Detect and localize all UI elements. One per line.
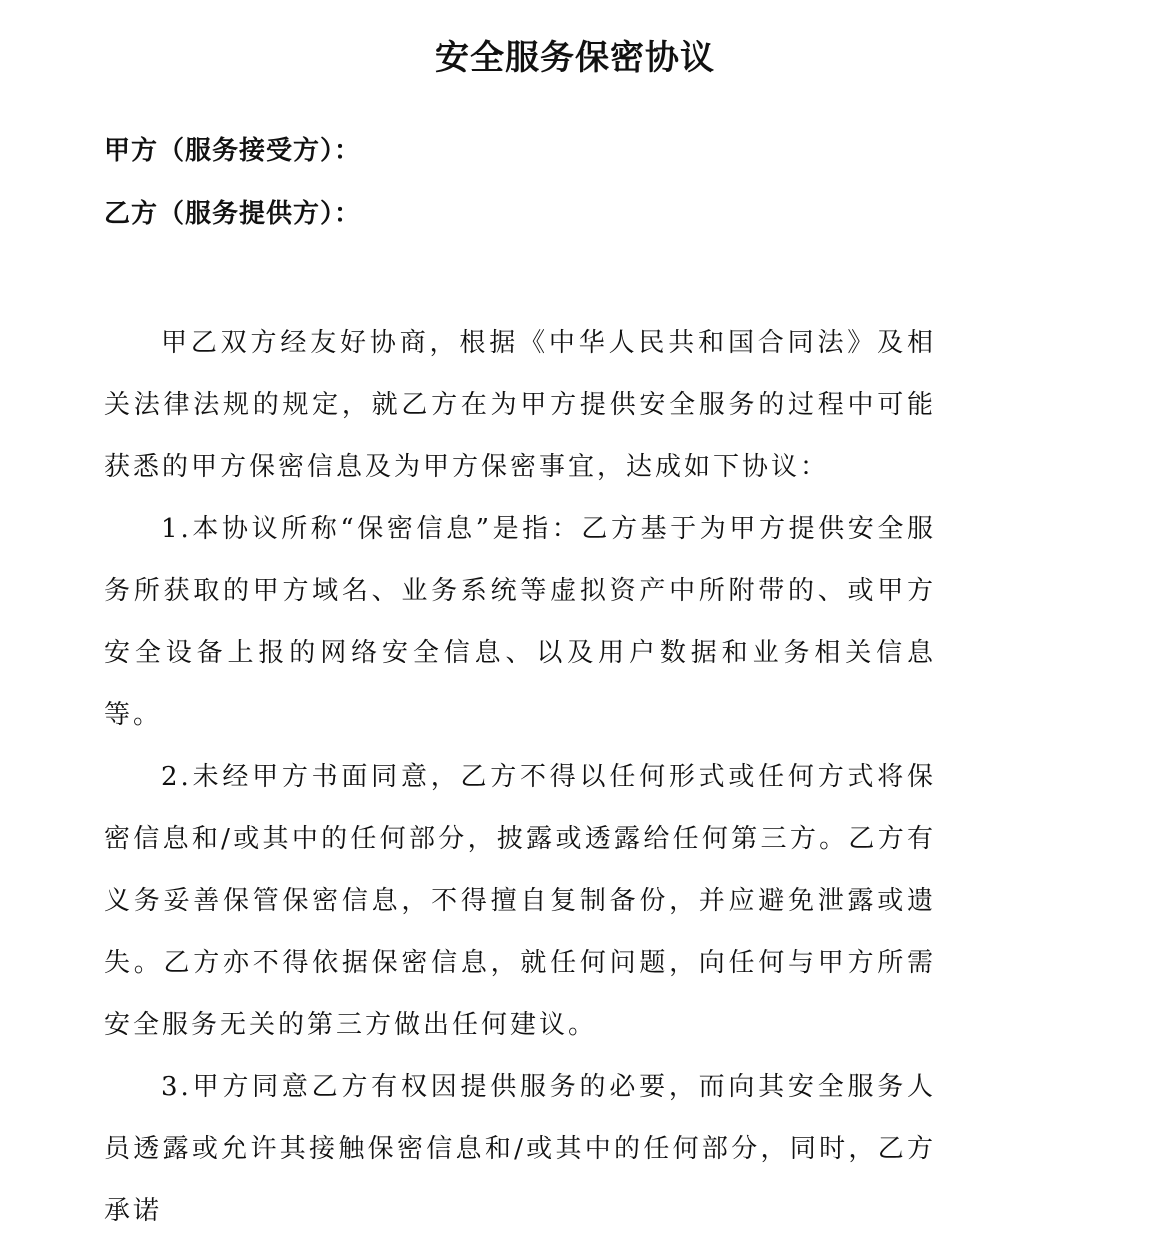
preamble-paragraph: 甲乙双方经友好协商，根据《中华人民共和国合同法》及相关法律法规的规定，就乙方在为甲方提供安全服务的过程中可能获悉的甲方保密信息及为甲方保密事宜，达成如下协议： [104, 328, 936, 482]
document-title: 安全服务保密协议 [435, 38, 715, 78]
clause-3-paragraph: 3.甲方同意乙方有权因提供服务的必要，而向其安全服务人员透露或允许其接触保密信息和/或其中的任何部分，同时，乙方承诺 [104, 1072, 936, 1226]
party-a-label: 甲方（服务接受方）： [104, 136, 362, 166]
agreement-body [104, 312, 936, 1242]
party-b-label: 乙方（服务提供方）： [104, 199, 362, 229]
clause-1-paragraph: 1.本协议所称“保密信息”是指：乙方基于为甲方提供安全服务所获取的甲方域名、业务系统等虚拟资产中所附带的、或甲方安全设备上报的网络安全信息、以及用户数据和业务相关信息等。 [104, 514, 936, 730]
clause-2-paragraph: 2.未经甲方书面同意，乙方不得以任何形式或任何方式将保密信息和/或其中的任何部分，披露或透露给任何第三方。乙方有义务妥善保管保密信息，不得擅自复制备份，并应避免泄露或遗失。乙方亦不得依据保密信息，就任何问题，向任何与甲方所需安全服务无关的第三方做出任何建议。 [104, 762, 936, 1040]
